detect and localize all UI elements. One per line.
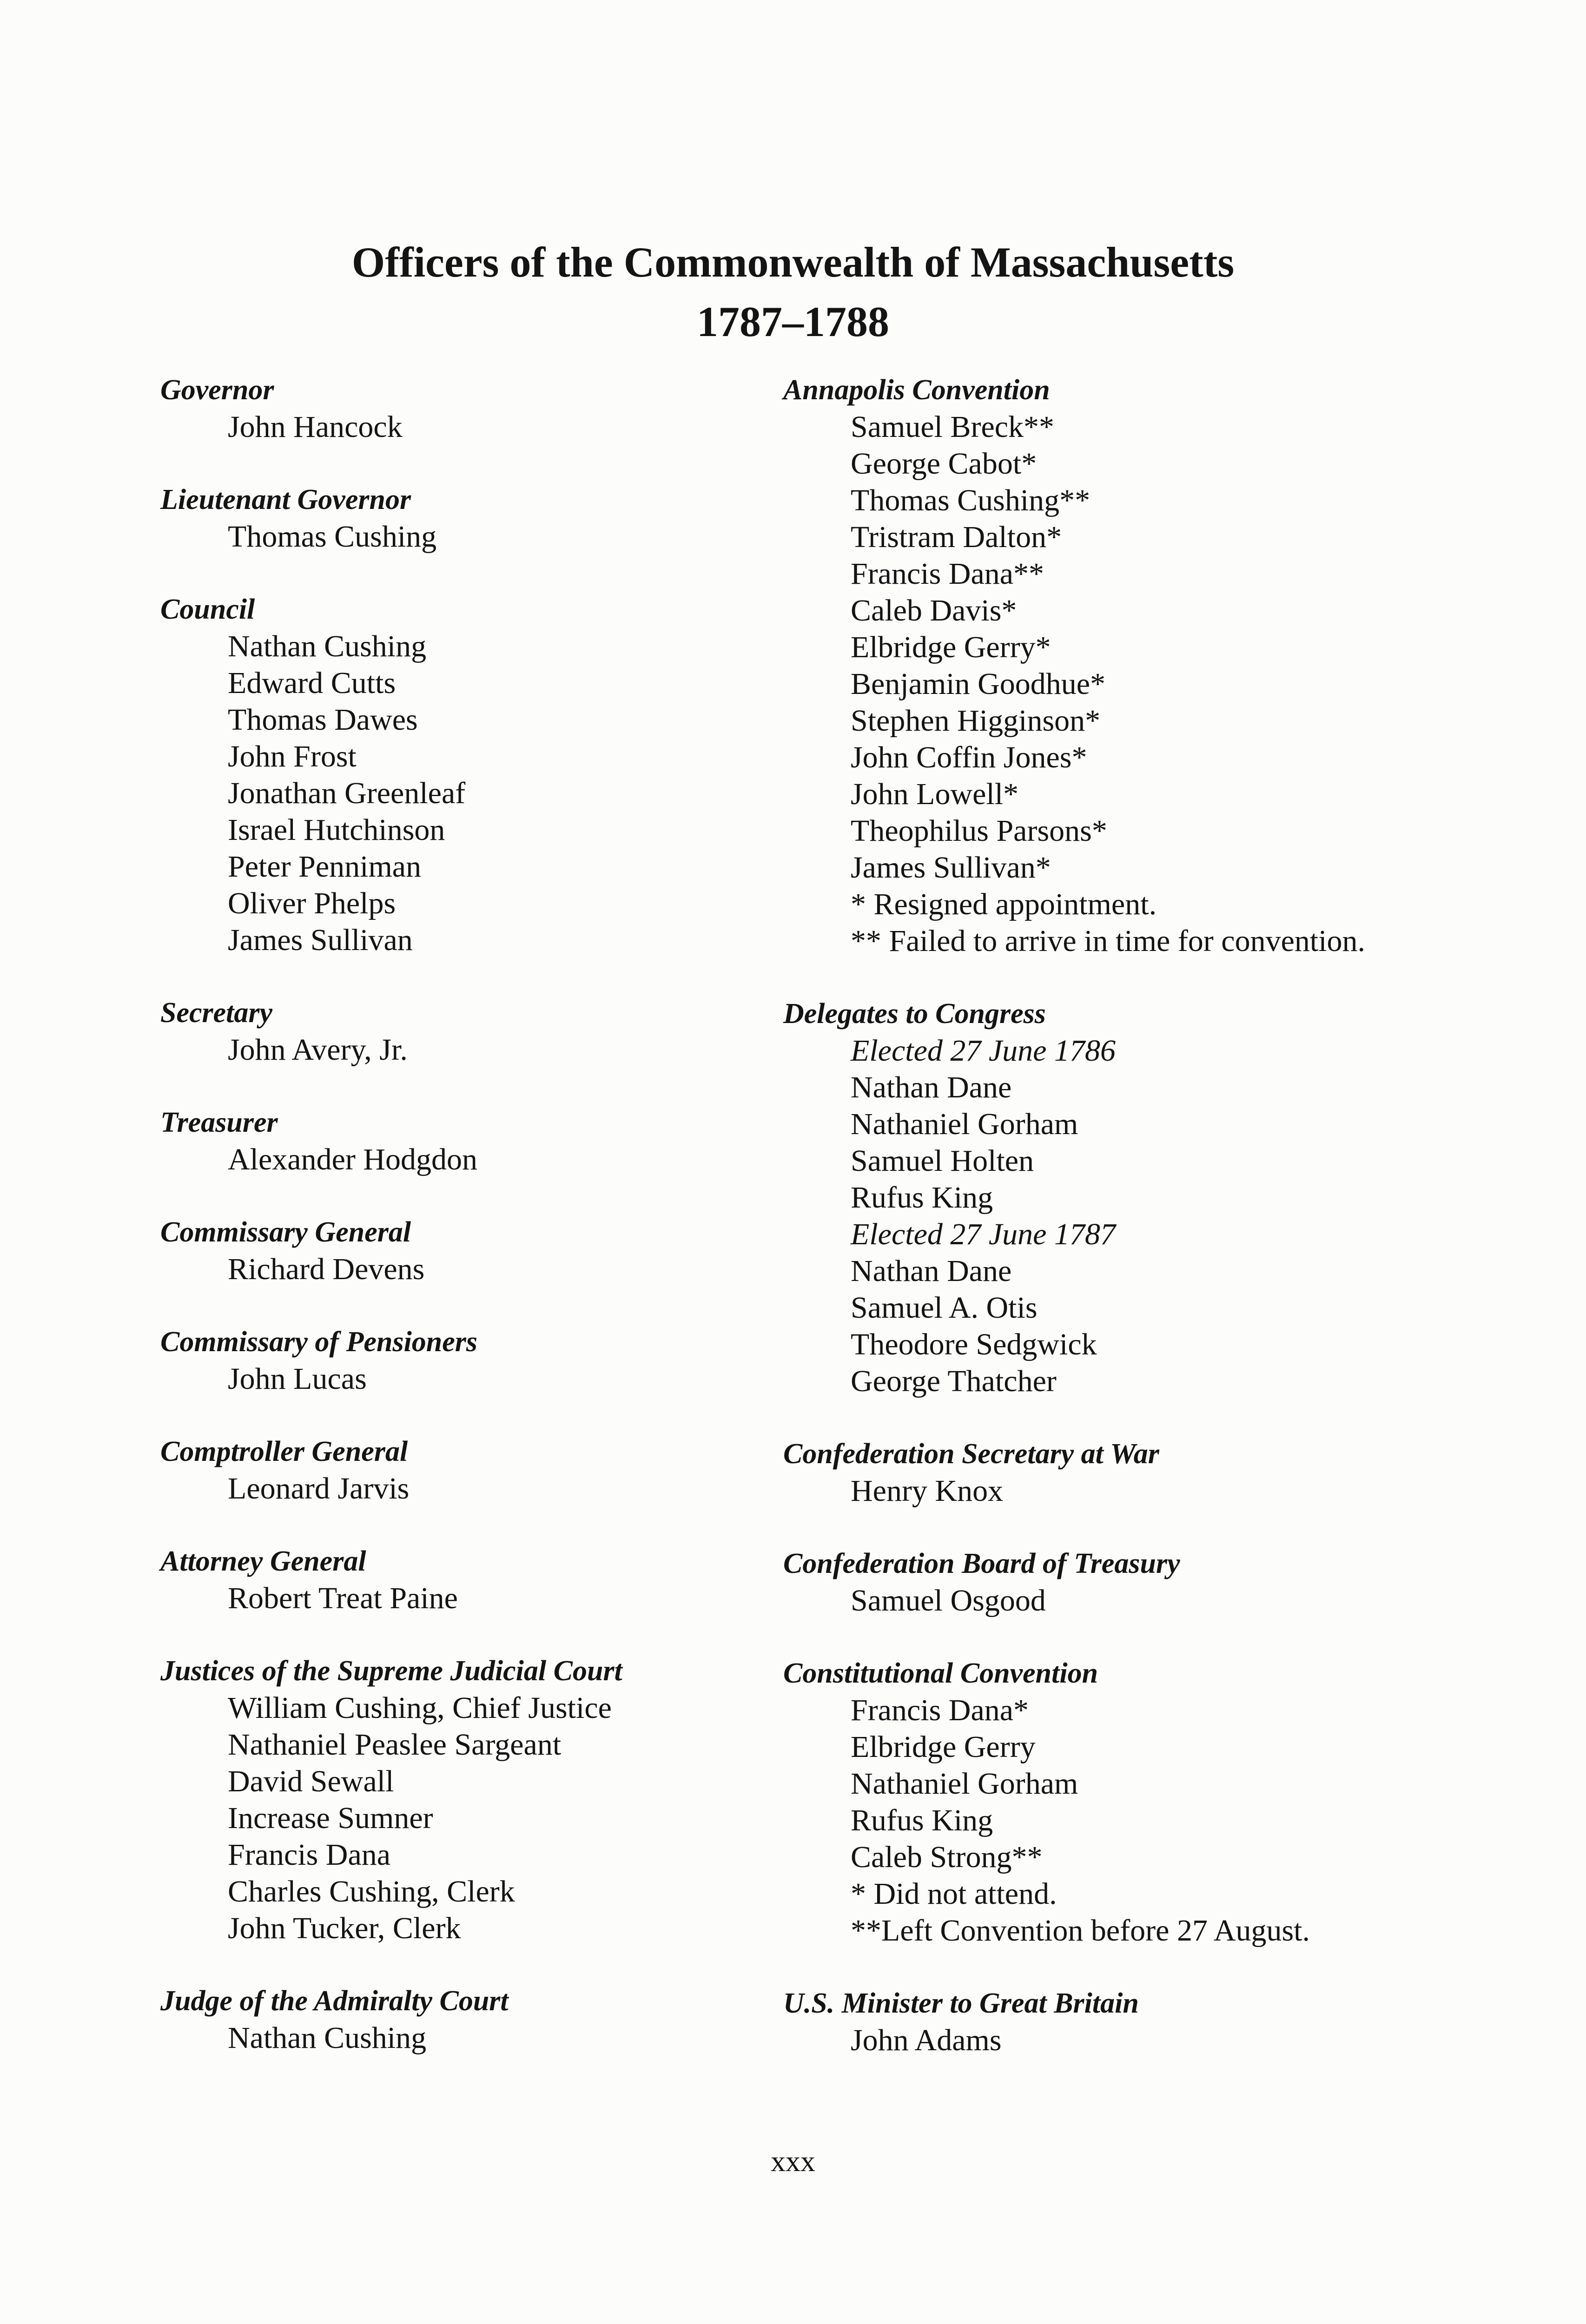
section-heading: U.S. Minister to Great Britain [783,1987,1139,2019]
officer-entry: Jonathan Greenleaf [228,776,466,810]
section-confederation-secretary-at-war [783,1436,1480,1509]
officer-entry: Nathaniel Gorham [851,1767,1078,1801]
officer-entry: Theophilus Parsons* [851,814,1107,848]
section-lieutenant-governor [160,482,765,555]
section-heading: Commissary of Pensioners [160,1326,478,1358]
section-justices-of-the-supreme-judicial-court [160,1653,765,1947]
section-annapolis-convention [783,372,1480,959]
officer-entry: Francis Dana* [851,1693,1029,1727]
page-title-line-1: Officers of the Commonwealth of Massachusetts [351,238,1235,286]
section-constitutional-convention [783,1655,1480,1949]
section-u-s-minister-to-great-britain [783,1985,1480,2059]
section-comptroller-general [160,1433,765,1507]
section-heading: Commissary General [160,1216,411,1248]
officer-entry: Thomas Cushing** [851,483,1090,517]
officer-entry: Leonard Jarvis [228,1472,410,1505]
officer-entry: Thomas Cushing [228,520,437,554]
section-heading: Lieutenant Governor [160,484,411,515]
officer-entry: Nathaniel Gorham [851,1107,1078,1141]
officer-entry: Richard Devens [228,1252,425,1286]
officer-entry: James Sullivan* [851,851,1051,885]
right-column [783,372,1480,2095]
page-title [0,232,1586,351]
officer-entry: John Lowell* [851,777,1019,811]
officer-entry: Oliver Phelps [228,886,396,920]
officer-entry: Thomas Dawes [228,703,418,737]
officer-entry: Nathaniel Peaslee Sargeant [228,1728,562,1762]
page-number: xxx [771,2145,815,2178]
section-council [160,591,765,958]
section-heading: Confederation Secretary at War [783,1438,1159,1470]
officer-entry: Samuel Breck** [851,410,1055,444]
officer-entry: Israel Hutchinson [228,813,445,847]
section-heading: Treasurer [160,1107,278,1138]
officer-entry: Francis Dana** [851,557,1044,591]
officer-entry: Nathan Dane [851,1070,1012,1104]
officer-entry: Elbridge Gerry* [851,630,1051,664]
officer-entry: John Adams [851,2023,1002,2057]
officer-entry: Increase Sumner [228,1801,433,1835]
officer-entry: John Lucas [228,1362,367,1396]
officer-entry: **Left Convention before 27 August. [851,1914,1310,1948]
officer-entry: William Cushing, Chief Justice [228,1691,612,1725]
officer-entry: John Hancock [228,410,403,444]
section-heading: Annapolis Convention [783,374,1050,406]
officer-entry: Benjamin Goodhue* [851,667,1106,701]
officer-entry: Henry Knox [851,1474,1004,1508]
officer-entry: Nathan Cushing [228,629,427,663]
officer-entry: John Avery, Jr. [228,1033,408,1067]
officer-entry: Caleb Strong** [851,1840,1043,1874]
section-heading: Judge of the Admiralty Court [160,1985,509,2017]
officer-entry: Nathan Dane [851,1254,1012,1288]
page-title-line-2: 1787–1788 [697,298,889,345]
officer-entry: Samuel Holten [851,1144,1034,1178]
section-commissary-general [160,1214,765,1287]
section-heading: Confederation Board of Treasury [783,1548,1180,1579]
section-heading: Constitutional Convention [783,1657,1098,1689]
officer-entry: John Tucker, Clerk [228,1911,461,1945]
subheading-entry: Elected 27 June 1786 [851,1034,1116,1068]
officer-entry: Caleb Davis* [851,594,1017,627]
officer-entry: Francis Dana [228,1838,391,1872]
section-governor [160,372,765,445]
officer-entry: Robert Treat Paine [228,1581,458,1615]
officer-entry: Peter Penniman [228,850,422,884]
section-heading: Delegates to Congress [783,998,1046,1030]
officer-entry: Theodore Sedgwick [851,1327,1097,1361]
officer-entry: George Thatcher [851,1364,1057,1398]
officer-entry: Rufus King [851,1181,993,1215]
officer-entry: Edward Cutts [228,666,396,700]
section-heading: Comptroller General [160,1436,408,1467]
officer-entry: Samuel A. Otis [851,1291,1038,1325]
officer-entry: Elbridge Gerry [851,1730,1036,1764]
officer-entry: Stephen Higginson* [851,704,1101,738]
officer-entry: Nathan Cushing [228,2021,427,2055]
section-delegates-to-congress [783,996,1480,1400]
officer-entry: David Sewall [228,1764,394,1798]
section-heading: Justices of the Supreme Judicial Court [160,1655,622,1687]
section-attorney-general [160,1543,765,1617]
officer-entry: Rufus King [851,1803,993,1837]
section-heading: Council [160,594,255,625]
subheading-entry: Elected 27 June 1787 [851,1217,1116,1251]
section-heading: Attorney General [160,1545,366,1577]
section-confederation-board-of-treasury [783,1545,1480,1619]
section-heading: Governor [160,374,274,406]
officer-entry: Tristram Dalton* [851,520,1062,554]
officer-entry: Alexander Hodgdon [228,1142,478,1176]
officer-entry: Samuel Osgood [851,1584,1046,1618]
left-column [160,372,765,2093]
officer-entry: John Coffin Jones* [851,740,1087,774]
section-heading: Secretary [160,997,273,1029]
officer-entry: * Resigned appointment. [851,887,1157,921]
officer-entry: John Frost [228,739,357,773]
officer-entry: ** Failed to arrive in time for convention. [851,924,1366,958]
officer-entry: * Did not attend. [851,1877,1057,1911]
section-secretary [160,995,765,1068]
section-treasurer [160,1104,765,1178]
officer-entry: George Cabot* [851,447,1037,481]
section-judge-of-the-admiralty-court [160,1983,765,2056]
officer-entry: Charles Cushing, Clerk [228,1875,515,1908]
section-commissary-of-pensioners [160,1324,765,1397]
officer-entry: James Sullivan [228,923,413,957]
